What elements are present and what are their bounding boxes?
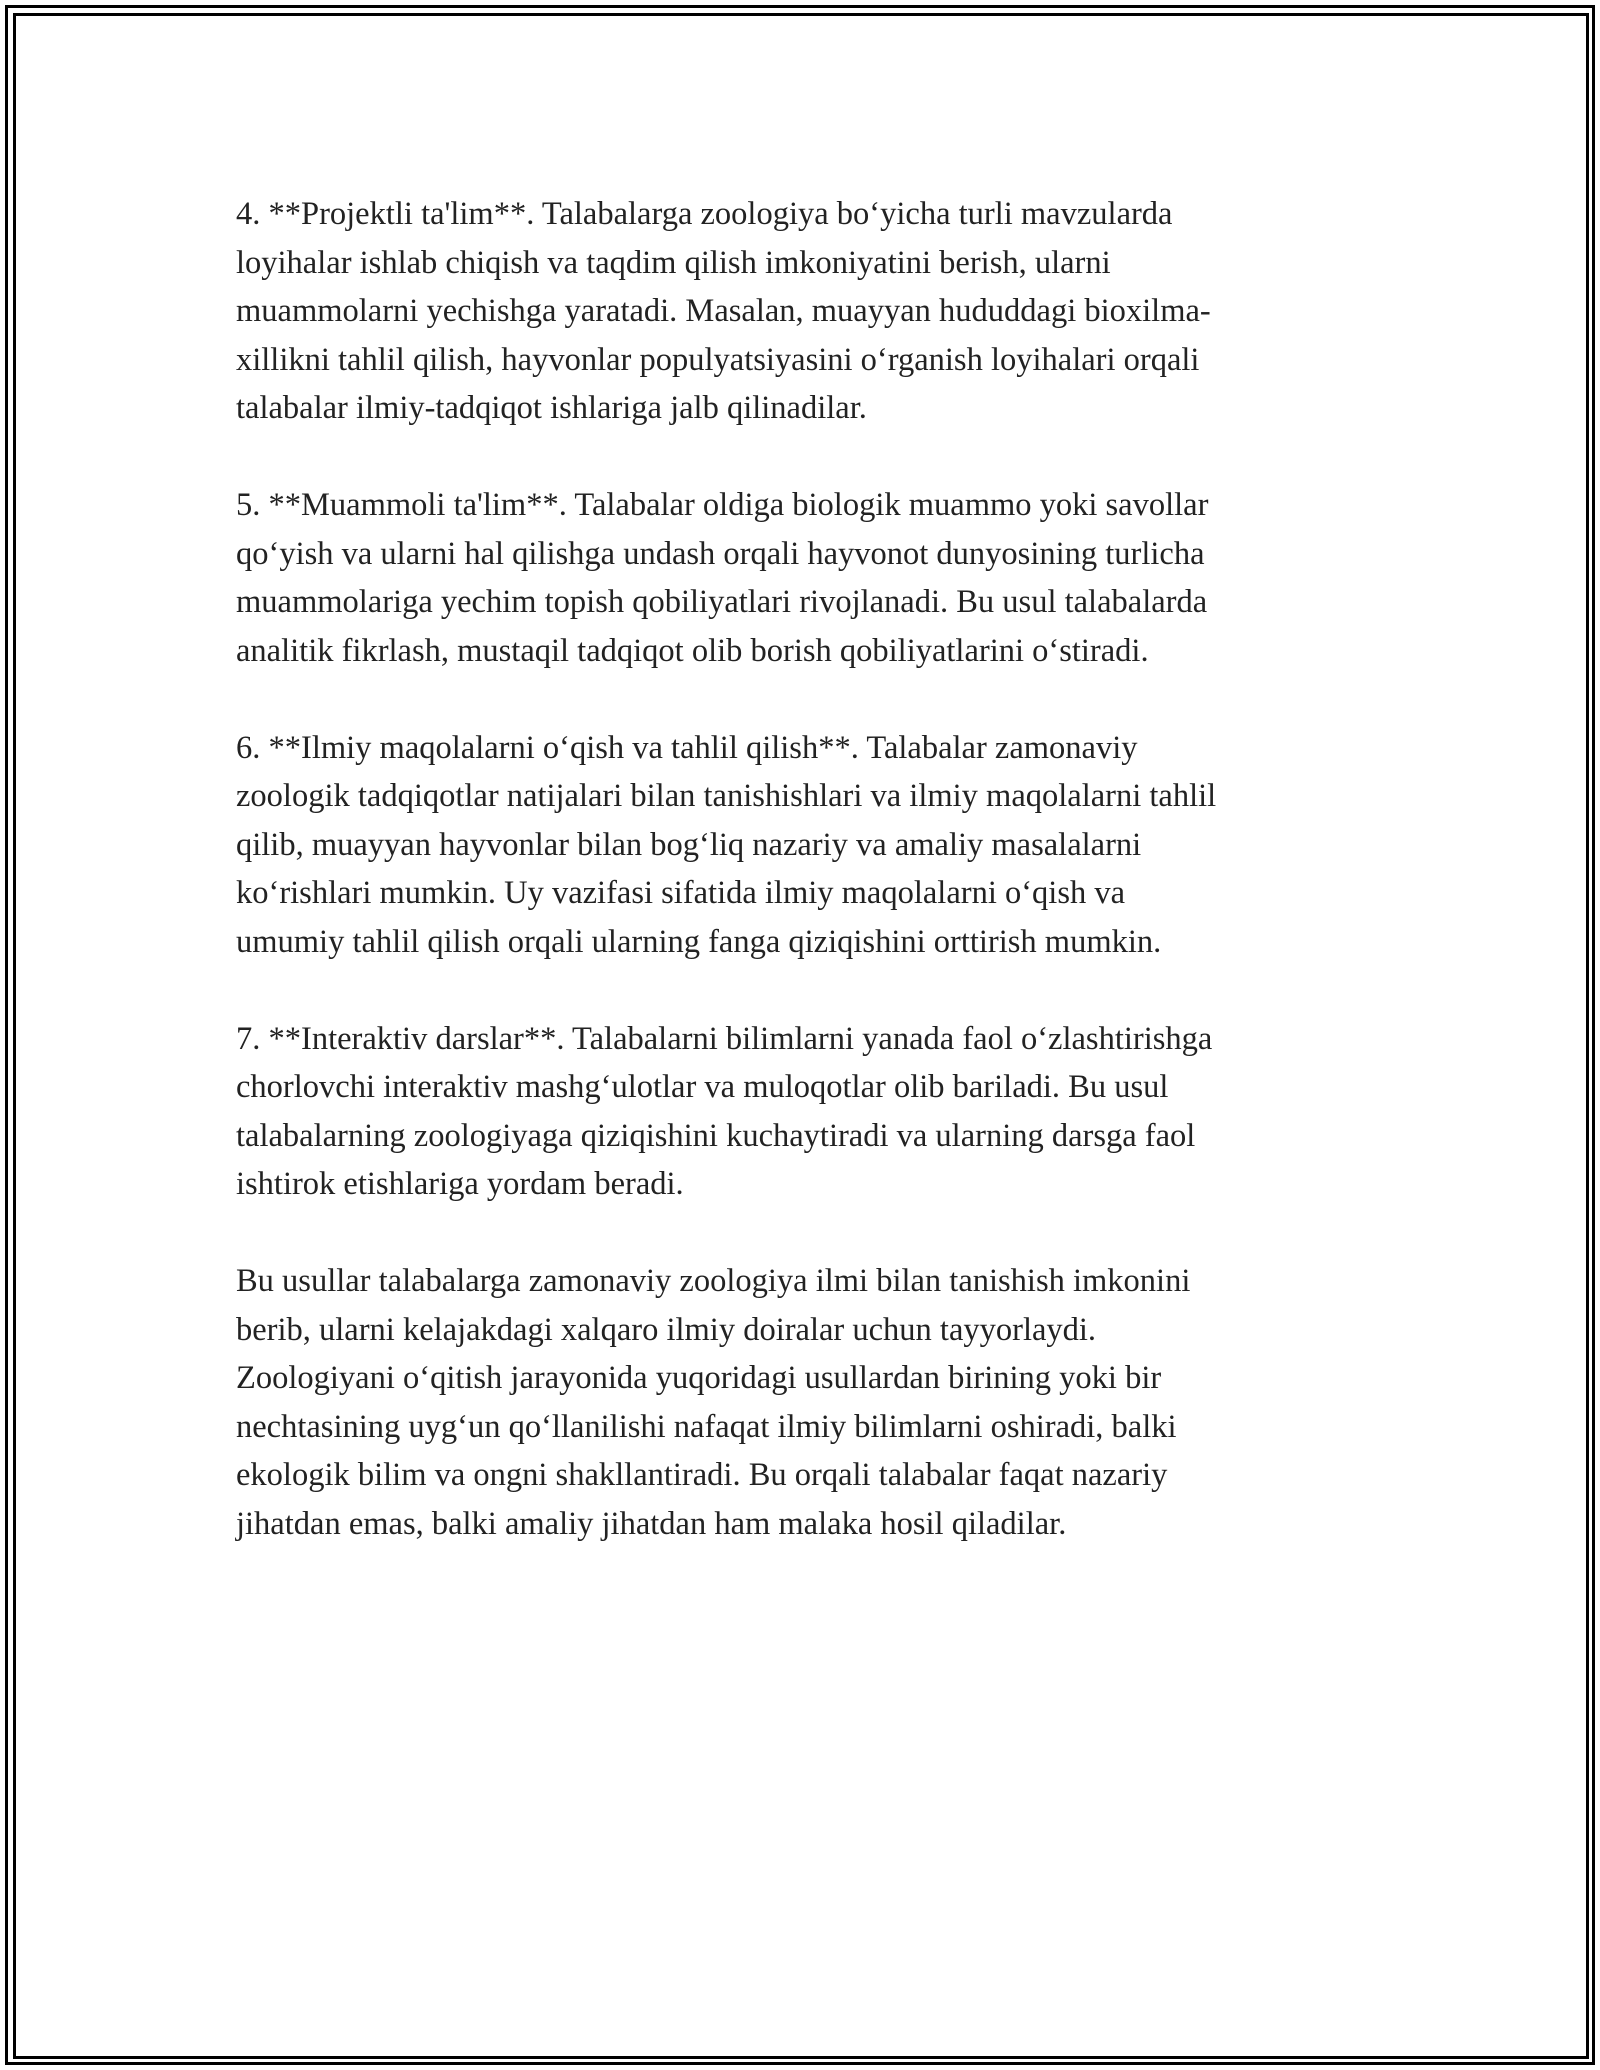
text-line: umumiy tahlil qilish orqali ularning fanga qiziqishini orttirish mumkin.	[236, 923, 1162, 960]
text-line: 6. **Ilmiy maqolalarni o‘qish va tahlil qilish**. Talabalar zamonaviy	[236, 729, 1138, 766]
paragraph-ilmiy-maqolalar	[236, 724, 1366, 967]
text-line: ekologik bilim va ongni shakllantiradi. Bu orqali talabalar faqat nazariy	[236, 1457, 1168, 1493]
text-line: xillikni tahlil qilish, hayvonlar populyatsiyasini o‘rganish loyihalari orqali	[236, 341, 1200, 378]
paragraph-muammoli-talim	[236, 481, 1366, 675]
text-line: Bu usullar talabalarga zamonaviy zoologiya ilmi bilan tanishish imkonini	[236, 1263, 1191, 1299]
text-line: jihatdan emas, balki amaliy jihatdan ham malaka hosil qiladilar.	[236, 1505, 1067, 1542]
paragraph-interaktiv-darslar	[236, 1015, 1366, 1209]
paragraph-conclusion	[236, 1257, 1366, 1548]
text-line: talabalar ilmiy-tadqiqot ishlariga jalb qilinadilar.	[236, 390, 867, 426]
text-line: talabalarning zoologiyaga qiziqishini kuchaytiradi va ularning darsga faol	[236, 1117, 1196, 1154]
text-line: chorlovchi interaktiv mashg‘ulotlar va muloqotlar olib bariladi. Bu usul	[236, 1069, 1169, 1105]
paragraph-projektli-talim	[236, 190, 1366, 433]
text-line: muammolariga yechim topish qobiliyatlari rivojlanadi. Bu usul talabalarda	[236, 584, 1208, 620]
text-line: 5. **Muammoli ta'lim**. Talabalar oldiga biologik muammo yoki savollar	[236, 487, 1209, 523]
text-line: qo‘yish va ularni hal qilishga undash orqali hayvonot dunyosining turlicha	[236, 535, 1205, 572]
text-line: loyihalar ishlab chiqish va taqdim qilish imkoniyatini berish, ularni	[236, 244, 1111, 281]
text-line: 4. **Projektli ta'lim**. Talabalarga zoologiya bo‘yicha turli mavzularda	[236, 196, 1173, 232]
text-line: zoologik tadqiqotlar natijalari bilan tanishishlari va ilmiy maqolalarni tahlil	[236, 778, 1217, 814]
text-line: analitik fikrlash, mustaqil tadqiqot olib borish qobiliyatlarini o‘stiradi.	[236, 632, 1149, 669]
text-line: ko‘rishlari mumkin. Uy vazifasi sifatida ilmiy maqolalarni o‘qish va	[236, 875, 1126, 911]
text-line: muammolarni yechishga yaratadi. Masalan, muayyan hududdagi bioxilma-	[236, 293, 1211, 329]
text-line: berib, ularni kelajakdagi xalqaro ilmiy doiralar uchun tayyorlaydi.	[236, 1311, 1097, 1348]
text-line: nechtasining uyg‘un qo‘llanilishi nafaqat ilmiy bilimlarni oshiradi, balki	[236, 1408, 1177, 1445]
document-body	[236, 190, 1366, 1597]
text-line: ishtirok etishlariga yordam beradi.	[236, 1166, 684, 1202]
text-line: 7. **Interaktiv darslar**. Talabalarni bilimlarni yanada faol o‘zlashtirishga	[236, 1020, 1213, 1057]
text-line: qilib, muayyan hayvonlar bilan bog‘liq nazariy va amaliy masalalarni	[236, 826, 1142, 863]
text-line: Zoologiyani o‘qitish jarayonida yuqoridagi usullardan birining yoki bir	[236, 1360, 1162, 1396]
